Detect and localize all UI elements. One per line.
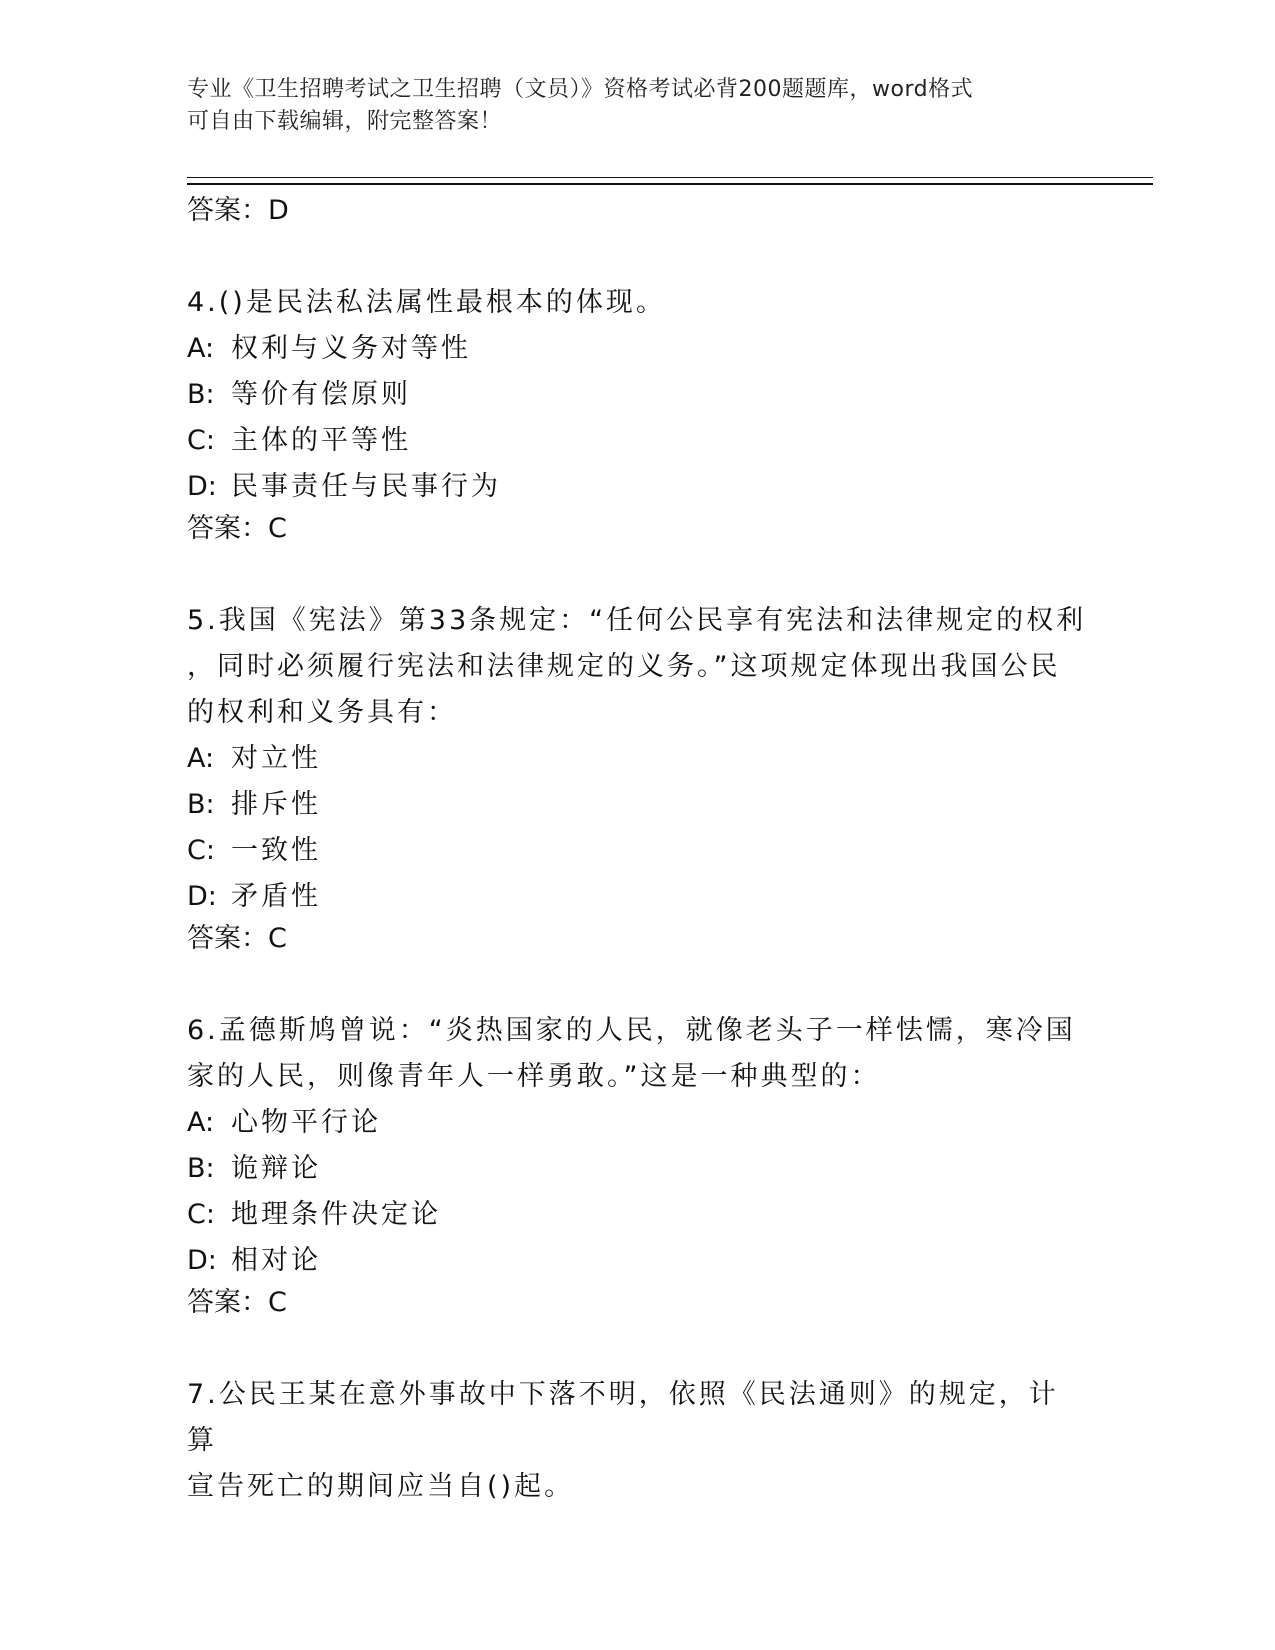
- option-b: [187, 372, 1087, 418]
- document-body: [187, 192, 1087, 1510]
- question-text: ，同时必须履行宪法和法律规定的义务。”这项规定体现出我国公民: [187, 651, 1061, 682]
- option-label: A:: [187, 743, 215, 774]
- option-text: 相对论: [231, 1245, 321, 1276]
- option-c: [187, 1192, 1087, 1238]
- option-text: 诡辩论: [231, 1153, 321, 1184]
- question-text: 的权利和义务具有：: [187, 697, 457, 728]
- header-line-2: 可自由下载编辑，附完整答案！: [187, 109, 503, 134]
- option-label: C:: [187, 425, 215, 456]
- option-text: 地理条件决定论: [231, 1199, 441, 1230]
- option-label: C:: [187, 1199, 215, 1230]
- question-text: 4.()是民法私法属性最根本的体现。: [187, 287, 666, 318]
- option-text: 等价有偿原则: [231, 379, 411, 410]
- option-label: D:: [187, 881, 217, 912]
- question-block: [187, 1008, 1087, 1322]
- option-text: 排斥性: [231, 789, 321, 820]
- header-divider-thin: [187, 177, 1153, 178]
- option-label: A:: [187, 333, 215, 364]
- option-label: B:: [187, 789, 215, 820]
- question-block: [187, 280, 1087, 548]
- option-a: [187, 326, 1087, 372]
- question-block: [187, 1372, 1087, 1510]
- option-text: 主体的平等性: [231, 425, 411, 456]
- document-header: [187, 74, 1087, 138]
- option-d: [187, 874, 1087, 920]
- option-d: [187, 464, 1087, 510]
- option-text: 矛盾性: [231, 881, 321, 912]
- option-a: [187, 1100, 1087, 1146]
- question-text: 7.公民王某在意外事故中下落不明，依照《民法通则》的规定，计算: [187, 1379, 1059, 1456]
- option-c: [187, 418, 1087, 464]
- option-text: 权利与义务对等性: [231, 333, 471, 364]
- question-block: [187, 598, 1087, 958]
- option-text: 民事责任与民事行为: [231, 471, 501, 502]
- answer-line: 答案：C: [187, 923, 287, 954]
- option-a: [187, 736, 1087, 782]
- option-label: A:: [187, 1107, 215, 1138]
- option-label: C:: [187, 835, 215, 866]
- answer-line: 答案：C: [187, 513, 287, 544]
- option-text: 一致性: [231, 835, 321, 866]
- option-label: D:: [187, 1245, 217, 1276]
- question-text: 宣告死亡的期间应当自()起。: [187, 1471, 575, 1502]
- option-b: [187, 1146, 1087, 1192]
- option-label: B:: [187, 379, 215, 410]
- option-d: [187, 1238, 1087, 1284]
- question-text: 5.我国《宪法》第33条规定：“任何公民享有宪法和法律规定的权利: [187, 605, 1087, 636]
- option-b: [187, 782, 1087, 828]
- question-text: 家的人民，则像青年人一样勇敢。”这是一种典型的：: [187, 1061, 881, 1092]
- option-c: [187, 828, 1087, 874]
- question-text: 6.孟德斯鸠曾说：“炎热国家的人民，就像老头子一样怯懦，寒冷国: [187, 1015, 1076, 1046]
- option-label: D:: [187, 471, 217, 502]
- answer-line: 答案：C: [187, 1287, 287, 1318]
- header-divider-thick: [187, 183, 1153, 185]
- option-text: 心物平行论: [231, 1107, 381, 1138]
- option-label: B:: [187, 1153, 215, 1184]
- answer-line: 答案：D: [187, 195, 289, 226]
- header-line-1: 专业《卫生招聘考试之卫生招聘（文员）》资格考试必背200题题库，word格式: [187, 77, 974, 102]
- option-text: 对立性: [231, 743, 321, 774]
